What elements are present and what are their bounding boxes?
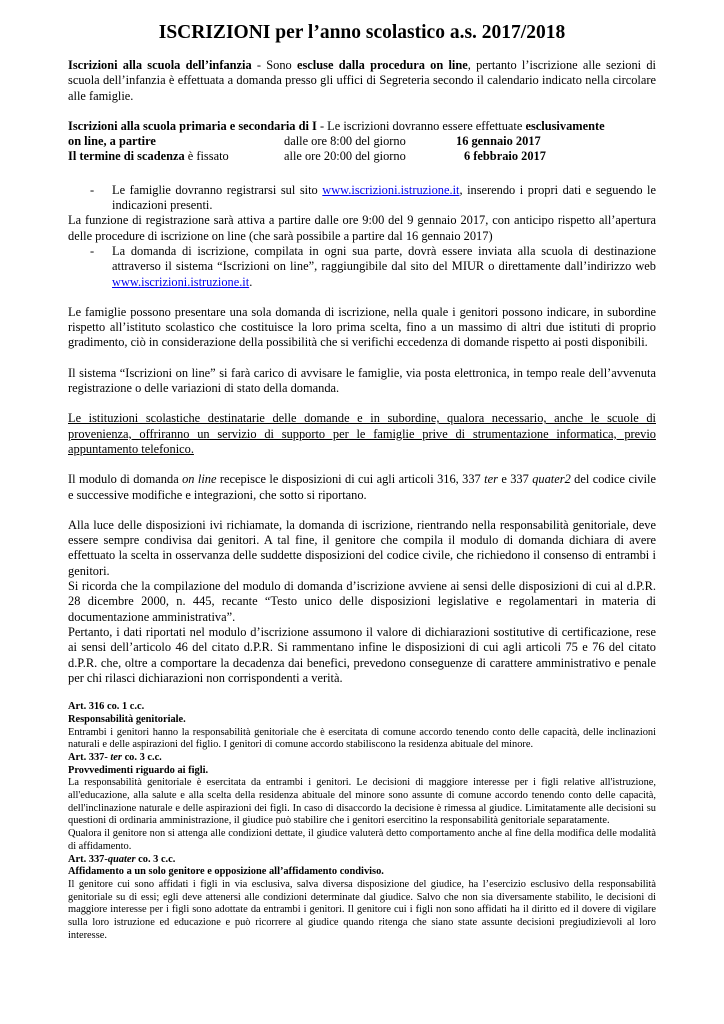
schedule-end-label xyxy=(68,149,284,164)
art316-heading: Art. 316 co. 1 c.c. xyxy=(68,701,145,713)
art337ter-subheading: Provvedimenti riguardo ai figli. xyxy=(68,764,209,776)
list-item-domanda xyxy=(90,244,656,290)
list-item-text xyxy=(112,244,656,290)
art337quater-heading xyxy=(68,854,656,867)
sistema-paragraph: Il sistema “Iscrizioni on line” si farà carico di avvisare le famiglie, via posta elettronica, in tempo reale dell’avvenuta registrazione o delle variazioni di stato della domanda. xyxy=(68,365,656,396)
art337ter-heading-italic: ter xyxy=(110,751,122,763)
ricorda-paragraph: Si ricorda che la compilazione del modulo di domanda d’iscrizione avviene ai sensi delle disposizioni di cui al d.P.R. 28 dicembre 2000, n. 445, recante “Testo unico delle disposizioni legislative e regolamentari in materia di documentazione amministrativa”. xyxy=(68,579,656,624)
schedule-end-date: 6 febbraio 2017 xyxy=(464,149,546,164)
infanzia-paragraph xyxy=(68,58,656,104)
modulo-italic-3: quater2 xyxy=(532,472,571,487)
primaria-text-1: - Le iscrizioni dovranno essere effettuate xyxy=(316,118,526,133)
schedule-start-time: dalle ore 8:00 del giorno xyxy=(284,134,406,149)
modulo-paragraph xyxy=(68,472,656,503)
art316-subheading: Responsabilità genitoriale. xyxy=(68,713,186,725)
pertanto-paragraph: Pertanto, i dati riportati nel modulo d’iscrizione assumono il valore di dichiarazioni sostitutive di certificazione, rese ai sensi dell’articolo 46 del citato d.P.R. Si rammentano infine le disposizioni di cui agli articoli 75 e 76 del citato d.P.R. che, oltre a comportare la decadenza dai benefici, prevedono conseguenze di carattere amministrativo e penale per chi rilasci dichiarazioni non corrispondenti a verità. xyxy=(68,624,656,685)
list-item-text-1: La domanda di iscrizione, compilata in ogni sua parte, dovrà essere inviata alla scuola di destinazione attraverso il sistema “Iscrizioni on line”, raggiungibile dal sito del MIUR o direttamente dall’indirizzo web xyxy=(112,243,656,274)
schedule-end-label-bold: Il termine di scadenza xyxy=(68,149,185,164)
modulo-text-4: del codice civile e successive modifiche e integrazioni, che sotto si riportano. xyxy=(68,472,656,502)
list-dash: - xyxy=(90,243,95,258)
art337quater-heading-1: Art. 337- xyxy=(68,853,108,865)
modulo-text-3: e 337 xyxy=(497,472,533,487)
art337ter-text-2: Qualora il genitore non si attenga alle condizioni dettate, il giudice valuterà detto comportamento anche al fine della modifica delle modalità di affidamento. xyxy=(68,828,656,852)
schedule-start-label: on line, a partire xyxy=(68,134,156,149)
list-item-text-1: Le famiglie dovranno registrarsi sul sito xyxy=(112,182,323,197)
iscrizioni-link[interactable]: www.iscrizioni.istruzione.it xyxy=(112,274,250,289)
famiglie-paragraph: Le famiglie possono presentare una sola domanda di iscrizione, nella quale i genitori possono indicare, in subordine rispetto all’istituto scolastico che costituisce la loro prima scelta, fino a un massimo di altri due istituti di proprio gradimento, ciò in considerazione della possibilità che si verifichi eccedenza di domande rispetto ai posti disponibili. xyxy=(68,304,656,350)
schedule-row-end xyxy=(68,149,656,164)
primaria-bold: esclusivamente xyxy=(525,118,605,133)
luce-paragraph: Alla luce delle disposizioni ivi richiamate, la domanda di iscrizione, rientrando nella responsabilità genitoriale, deve essere sempre condivisa dai genitori. A tal fine, il genitore che compila il modulo di domanda dichiara di avere effettuato la scelta in osservanza delle suddette disposizioni del codice civile, che richiedono il consenso di entrambi i genitori. xyxy=(68,517,656,578)
primaria-lead: Iscrizioni alla scuola primaria e secondaria di I xyxy=(68,118,317,133)
art337ter-heading-1: Art. 337- xyxy=(68,751,111,763)
art337ter-text-1: La responsabilità genitoriale è esercitata da entrambi i genitori. Le decisioni di maggiore interesse per i figli relative all'istruzione, all'educazione, alla salute e alla scelta della residenza abituale del minore sono assunte di comune accordo tenendo conto delle capacità, dell'inclinazione naturale e delle aspirazioni dei figli. In caso di disaccordo la decisione è rimessa al giudice. Limitatamente alle decisioni su questioni di ordinaria amministrazione, il giudice può stabilire che i genitori esercitino la responsabilità genitoriale separatamente. xyxy=(68,777,656,827)
articles-section xyxy=(68,701,656,942)
art337ter-heading xyxy=(68,752,656,765)
infanzia-text-2: , pertanto l’iscrizione alle sezioni di scuola dell’infanzia è effettuata a domanda presso gli uffici di Segreteria secondo il calendario indicato nella circolare alle famiglie. xyxy=(68,58,656,103)
art316-text: Entrambi i genitori hanno la responsabilità genitoriale che è esercitata di comune accordo tenendo conto delle capacità, delle inclinazioni naturali e delle aspirazioni del figlio. I genitori di comune accordo stabiliscono la residenza abituale del minore. xyxy=(68,726,656,751)
list-item-text-2: , inserendo i propri dati e seguendo le indicazioni presenti. xyxy=(112,182,656,213)
istituzioni-paragraph: Le istituzioni scolastiche destinatarie delle domande e in subordine, qualora necessario, anche le scuole di provenienza, offriranno un servizio di supporto per le famiglie prive di strumentazione informatica, previo appuntamento telefonico. xyxy=(68,411,656,456)
art337ter-heading-3: co. 3 c.c. xyxy=(121,751,162,763)
art337quater-text: Il genitore cui sono affidati i figli in via esclusiva, salva diversa disposizione del giudice, ha l’esercizio esclusivo della responsabilità genitoriale su di essi; egli deve attenersi alle condizioni determinate dal giudice. Salvo che non sia diversamente stabilito, le decisioni di maggiore interesse per i figli sono adottate da entrambi i genitori. Il genitore cui i figli non sono affidati ha il diritto ed il dovere di vigilare sulla loro istruzione ed educazione e può ricorrere al giudice quando ritenga che siano state assunte decisioni pregiudizievoli al loro interesse. xyxy=(68,878,656,941)
infanzia-text-1: - Sono xyxy=(251,58,297,72)
art337quater-heading-3: co. 3 c.c. xyxy=(135,853,176,865)
list-item-text-2: . xyxy=(249,274,253,289)
schedule-start-date: 16 gennaio 2017 xyxy=(456,134,541,149)
art337quater-subheading: Affidamento a un solo genitore e opposizione all’affidamento condiviso. xyxy=(68,866,384,878)
infanzia-bold: escluse dalla procedura on line xyxy=(296,58,468,72)
schedule-end-time: alle ore 20:00 del giorno xyxy=(284,149,406,164)
schedule-row-start xyxy=(68,134,656,149)
modulo-italic-2: ter xyxy=(484,472,498,487)
list-dash: - xyxy=(90,182,95,197)
list-item-text xyxy=(112,183,656,214)
infanzia-lead: Iscrizioni alla scuola dell’infanzia xyxy=(68,58,252,72)
art337quater-heading-italic: quater xyxy=(107,853,136,865)
modulo-italic-1: on line xyxy=(182,472,217,487)
modulo-text-2: recepisce le disposizioni di cui agli articoli 316, 337 xyxy=(216,472,485,487)
schedule-end-label-text: è fissato xyxy=(184,149,229,164)
list-item-registrazione xyxy=(90,183,656,214)
iscrizioni-link[interactable]: www.iscrizioni.istruzione.it xyxy=(322,182,460,197)
funzione-paragraph: La funzione di registrazione sarà attiva a partire dalle ore 9:00 del 9 gennaio 2017, con anticipo rispetto all’apertura delle procedure di iscrizione on line (che sarà possibile a partire dal 16 gennaio 2017) xyxy=(68,213,656,243)
primaria-paragraph xyxy=(68,119,656,134)
page-title: ISCRIZIONI per l’anno scolastico a.s. 2017/2018 xyxy=(158,22,566,43)
modulo-text-1: Il modulo di domanda xyxy=(68,472,183,487)
